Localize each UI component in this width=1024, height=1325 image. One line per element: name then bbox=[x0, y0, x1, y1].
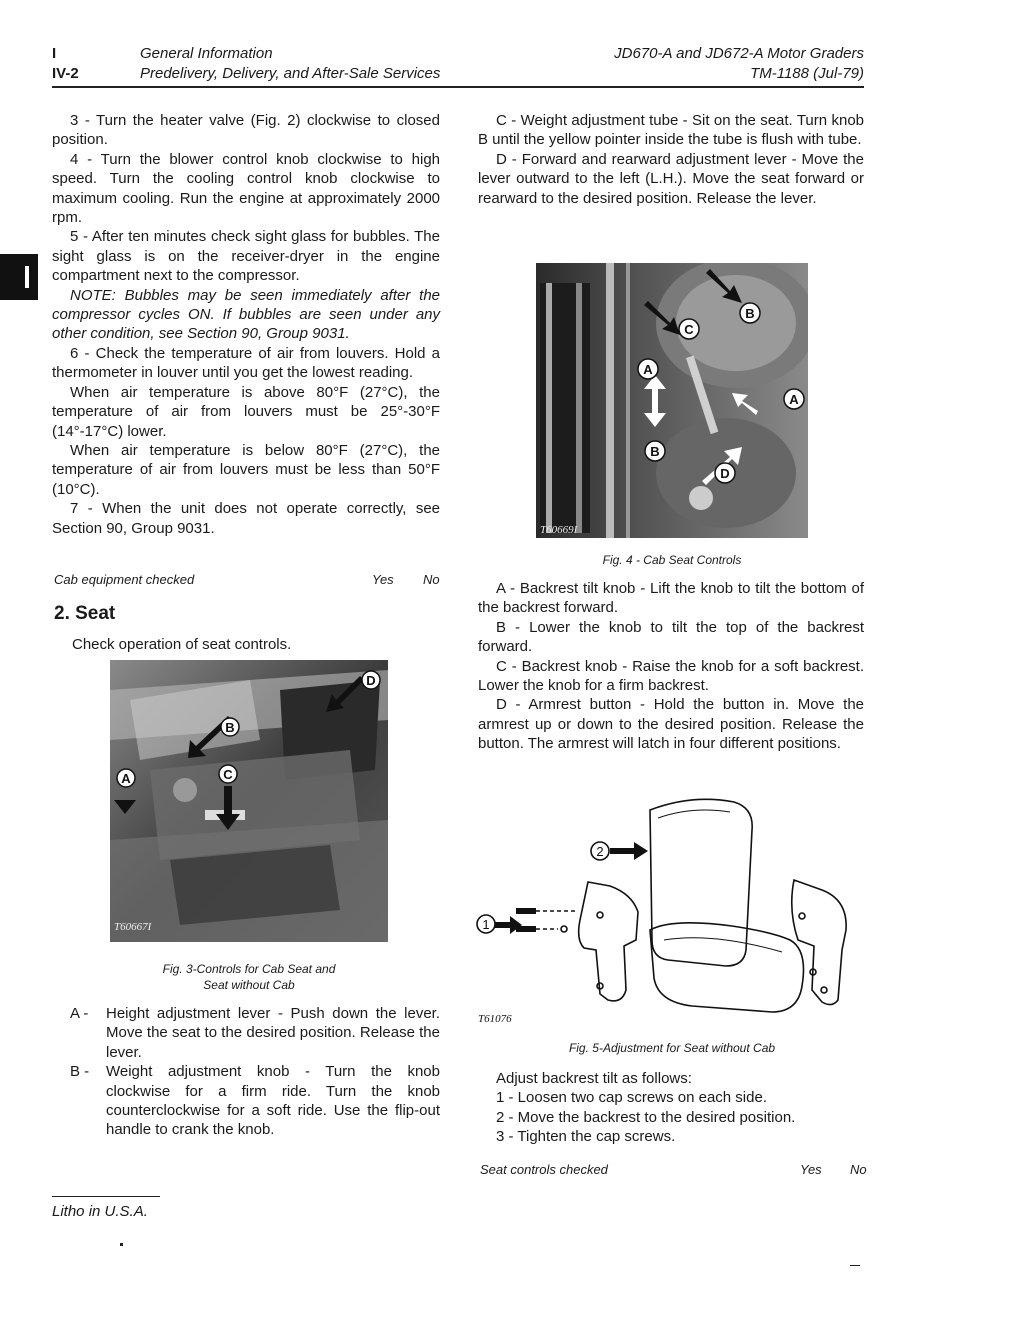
page-header bbox=[52, 44, 864, 84]
svg-text:C: C bbox=[223, 767, 233, 782]
temp-above-text: When air temperature is above 80°F (27°C), the temperature of air from louvers must be 25°-30°F (14°-17°C) lower. bbox=[52, 383, 440, 440]
header-chapter: General Information bbox=[140, 45, 273, 62]
fig4-label-c bbox=[679, 319, 699, 339]
fig4-label-a-right bbox=[784, 389, 804, 409]
fig4-caption-text: Fig. 4 - Cab Seat Controls bbox=[602, 553, 742, 567]
note-text: NOTE: Bubbles may be seen immediately after the compressor cycles ON. If bubbles are seen under any other condition, see Section 90, Group 9031. bbox=[52, 286, 440, 343]
footer-litho: Litho in U.S.A. bbox=[52, 1203, 148, 1220]
right-column-top bbox=[478, 111, 864, 208]
fig5-caption-text: Fig. 5-Adjustment for Seat without Cab bbox=[568, 1041, 776, 1055]
seat-check-row bbox=[480, 1162, 870, 1178]
header-divider bbox=[52, 86, 864, 88]
backrest-step-3: 3 - Tighten the cap screws. bbox=[496, 1128, 676, 1146]
item-d-text: D - Forward and rearward adjustment lever - Move the lever outward to the left (L.H.). Move the seat forward or rearward to the desired position. Release the lever. bbox=[478, 150, 864, 207]
cab-check-label: Cab equipment checked bbox=[54, 572, 195, 587]
svg-text:D: D bbox=[720, 466, 730, 481]
svg-text:2: 2 bbox=[596, 844, 604, 859]
fig3-item-a bbox=[52, 1004, 440, 1062]
svg-text:A: A bbox=[643, 362, 653, 377]
temp-below-text: When air temperature is below 80°F (27°C), the temperature of air from louvers must be less than 50°F (10°C). bbox=[52, 441, 440, 498]
footer-dash bbox=[850, 1265, 860, 1266]
footer-dot bbox=[120, 1243, 123, 1246]
fig3-item-a-text: Height adjustment lever - Push down the lever. Move the seat to the desired position. Release the lever. bbox=[106, 1005, 440, 1061]
header-left-title bbox=[140, 44, 440, 84]
section-page-number: IV-2 bbox=[52, 65, 79, 82]
fig3-item-b bbox=[52, 1062, 440, 1140]
fig3-items bbox=[52, 1004, 440, 1140]
fig3-caption bbox=[110, 961, 388, 993]
fig4-item-b: B - Lower the knob to tilt the top of the backrest forward. bbox=[478, 618, 864, 656]
fig4-items bbox=[478, 579, 864, 754]
svg-text:1: 1 bbox=[482, 917, 490, 932]
fig3-label-a bbox=[117, 769, 135, 787]
fig4-photo-code: T60669I bbox=[540, 524, 578, 536]
fig5-label-1 bbox=[477, 915, 495, 933]
fig4-item-a: A - Backrest tilt knob - Lift the knob to tilt the bottom of the backrest forward. bbox=[478, 580, 864, 617]
fig4-photo bbox=[536, 263, 808, 538]
fig5-caption bbox=[472, 1040, 872, 1056]
header-right-title bbox=[614, 44, 864, 84]
header-manual-title: JD670-A and JD672-A Motor Graders bbox=[614, 45, 864, 62]
cab-check-yes[interactable]: Yes bbox=[372, 572, 394, 587]
svg-text:A: A bbox=[121, 771, 131, 786]
seat-check-no[interactable]: No bbox=[850, 1162, 867, 1177]
svg-text:D: D bbox=[366, 673, 376, 688]
footer-divider bbox=[52, 1196, 160, 1197]
svg-text:C: C bbox=[684, 322, 694, 337]
seat-heading: 2. Seat bbox=[54, 603, 116, 624]
fig5-drawing-code: T61076 bbox=[478, 1013, 512, 1025]
step-5-text: 5 - After ten minutes check sight glass for bubbles. The sight glass is on the receiver-dryer in the engine compartment next to the compressor. bbox=[52, 228, 440, 285]
svg-text:B: B bbox=[650, 444, 660, 459]
step-4-text: 4 - Turn the blower control knob clockwise to high speed. Turn the cooling control knob clockwise to maximum cooling. Run the engine at approximately 2000 rpm. bbox=[52, 150, 440, 227]
fig4-caption bbox=[536, 552, 808, 568]
fig3-item-b-key: B - bbox=[70, 1063, 90, 1081]
step-7-text: 7 - When the unit does not operate correctly, see Section 90, Group 9031. bbox=[52, 500, 440, 537]
backrest-tilt bbox=[496, 1069, 866, 1147]
fig3-caption-line1: Fig. 3-Controls for Cab Seat and bbox=[162, 962, 336, 976]
fig4-label-d bbox=[715, 463, 735, 483]
fig4-label-b-bottom bbox=[645, 441, 665, 461]
fig3-item-a-key: A - bbox=[70, 1005, 89, 1022]
backrest-step-1: 1 - Loosen two cap screws on each side. bbox=[496, 1089, 767, 1107]
section-tab-marker bbox=[0, 254, 38, 300]
fig4-label-a-left bbox=[638, 359, 658, 379]
step-3-text: 3 - Turn the heater valve (Fig. 2) clockwise to closed position. bbox=[52, 112, 440, 149]
fig3-photo-code: T60667I bbox=[114, 921, 152, 933]
step-6-text: 6 - Check the temperature of air from louvers. Hold a thermometer in louver until you get the lowest reading. bbox=[52, 344, 440, 382]
fig3-label-b bbox=[221, 718, 239, 736]
header-group: Predelivery, Delivery, and After-Sale Services bbox=[140, 65, 441, 82]
left-column bbox=[52, 111, 440, 538]
header-manual-number: TM-1188 (Jul-79) bbox=[750, 65, 864, 82]
seat-intro-text: Check operation of seat controls. bbox=[72, 636, 292, 653]
fig5-drawing bbox=[472, 790, 872, 1030]
cab-check-no[interactable]: No bbox=[423, 572, 440, 587]
fig4-item-d: D - Armrest button - Hold the button in. Move the armrest up or down to the desired position. Release the button. The armrest will latch in four different positions. bbox=[478, 696, 864, 753]
item-c-text: C - Weight adjustment tube - Sit on the seat. Turn knob B until the yellow pointer inside the tube is flush with tube. bbox=[478, 112, 864, 149]
cab-check-row bbox=[54, 572, 442, 588]
fig4-item-c: C - Backrest knob - Raise the knob for a soft backrest. Lower the knob for a firm backrest. bbox=[478, 657, 864, 695]
fig3-caption-line2: Seat without Cab bbox=[203, 978, 295, 992]
section-roman: I bbox=[52, 45, 57, 62]
section-number bbox=[52, 44, 79, 84]
svg-text:B: B bbox=[225, 720, 235, 735]
fig3-label-c bbox=[219, 765, 237, 783]
svg-text:A: A bbox=[789, 392, 799, 407]
seat-intro bbox=[72, 635, 432, 654]
fig3-photo bbox=[110, 660, 388, 942]
fig5-label-2 bbox=[591, 842, 609, 860]
seat-check-label: Seat controls checked bbox=[480, 1162, 608, 1177]
backrest-tilt-intro: Adjust backrest tilt as follows: bbox=[496, 1070, 692, 1087]
svg-text:B: B bbox=[745, 306, 755, 321]
fig3-label-d bbox=[362, 671, 380, 689]
fig3-item-b-text: Weight adjustment knob - Turn the knob clockwise for a firm ride. Turn the knob counterclockwise for a soft ride. Use the flip-out handle to crank the knob. bbox=[106, 1063, 440, 1139]
backrest-step-2: 2 - Move the backrest to the desired position. bbox=[496, 1108, 796, 1126]
seat-check-yes[interactable]: Yes bbox=[800, 1162, 822, 1177]
fig4-label-b-top bbox=[740, 303, 760, 323]
